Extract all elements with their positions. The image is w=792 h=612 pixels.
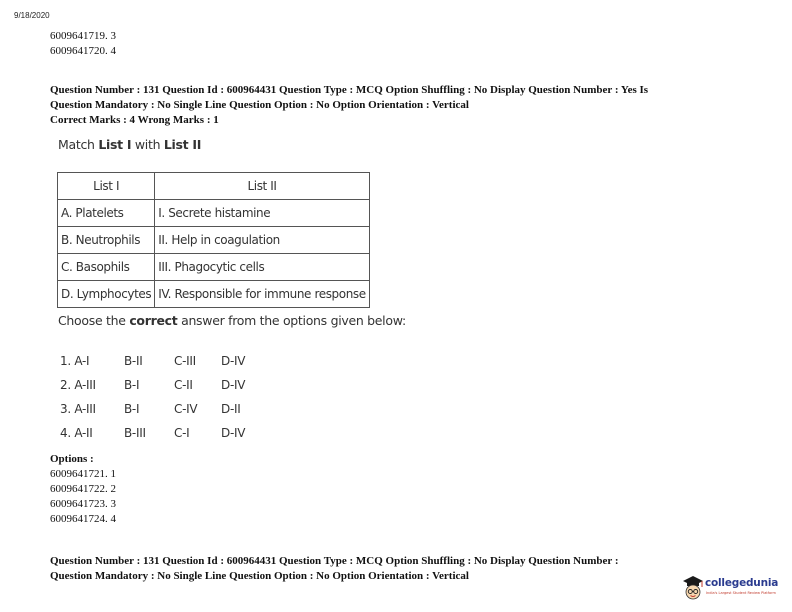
print-date: 9/18/2020 (14, 11, 50, 20)
list-two-ref: List II (163, 137, 202, 152)
question-metadata (50, 83, 740, 128)
option-id: 6009641724. 4 (50, 513, 116, 525)
logo-tagline: India's Largest Student Review Platform (706, 591, 776, 595)
table-cell: D. Lymphocytes (58, 281, 155, 308)
table-cell: I. Secrete histamine (155, 200, 370, 227)
option-id: 6009641723. 3 (50, 498, 116, 510)
metadata-line: Question Mandatory : No Single Line Question Option : No Option Orientation : Vertical (50, 570, 469, 582)
table-row (58, 227, 370, 254)
answer-instruction: Choose the correct answer from the options given below: (58, 313, 406, 328)
table-row (58, 200, 370, 227)
table-row (58, 254, 370, 281)
previous-question-options (50, 29, 116, 59)
table-cell: A. Platelets (58, 200, 155, 227)
metadata-line: Question Number : 131 Question Id : 600964431 Question Type : MCQ Option Shuffling : No Display Question Number : (50, 555, 619, 567)
collegedunia-logo (682, 574, 786, 604)
question-metadata (50, 554, 690, 584)
metadata-line: Question Number : 131 Question Id : 600964431 Question Type : MCQ Option Shuffling : No Display Question Number : Yes Is (50, 84, 649, 96)
options-label: Options : (50, 453, 94, 465)
marks-line: Correct Marks : 4 Wrong Marks : 1 (50, 114, 219, 126)
table-cell: B. Neutrophils (58, 227, 155, 254)
option-id: 6009641720. 4 (50, 45, 116, 57)
table-cell: C. Basophils (58, 254, 155, 281)
table-header-row (58, 173, 370, 200)
list-one-ref: List I (98, 137, 132, 152)
metadata-line: Question Mandatory : No Single Line Question Option : No Option Orientation : Vertical (50, 99, 469, 111)
question-stem: Match List I with List II (58, 137, 202, 152)
match-table (57, 172, 370, 308)
table-cell: II. Help in coagulation (155, 227, 370, 254)
option-id: 6009641722. 2 (50, 483, 116, 495)
option-id: 6009641721. 1 (50, 468, 116, 480)
column-header: List II (155, 173, 370, 200)
options-list (50, 467, 116, 527)
table-cell: IV. Responsible for immune response (155, 281, 370, 308)
logo-wordmark: collegedunia (705, 577, 779, 589)
graduate-cap-face-icon (682, 574, 704, 602)
column-header: List I (58, 173, 155, 200)
option-id: 6009641719. 3 (50, 30, 116, 42)
table-row (58, 281, 370, 308)
emphasis-correct: correct (129, 313, 178, 328)
table-cell: III. Phagocytic cells (155, 254, 370, 281)
